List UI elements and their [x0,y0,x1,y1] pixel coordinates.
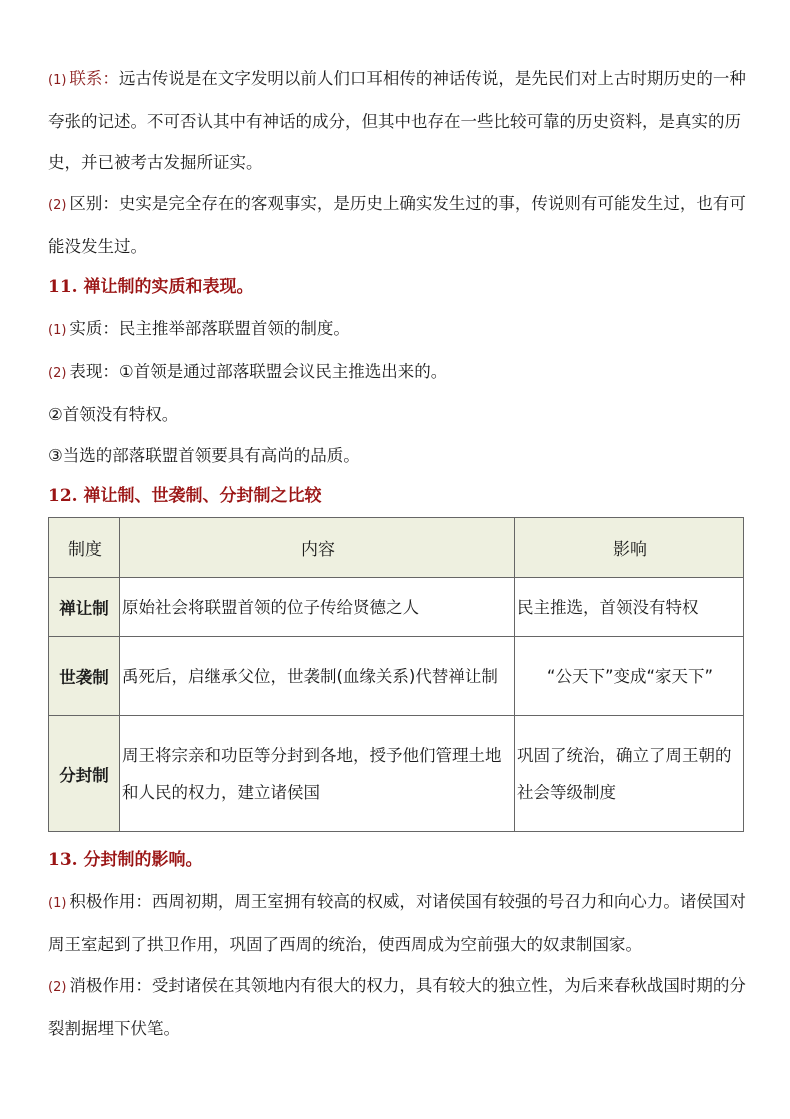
comparison-table [48,517,744,832]
item-number: (1) [48,73,67,88]
table-header-row [49,518,744,578]
item-number: (2) [48,980,67,995]
section-heading-13: 13. 分封制的影响。 [48,850,203,870]
item-text: 西周初期，周王室拥有较高的权威，对诸侯国有较强的号召力和向心力。诸侯国对周王室起到了拱卫作用，巩固了西周的统治，使西周成为空前强大的奴隶制国家。 [48,892,746,954]
item-text: 表现：①首领是通过部落联盟会议民主推选出来的。 [69,362,448,381]
table-cell-effect: “公天下”变成“家天下” [515,637,744,716]
item-label: 积极作用： [69,892,152,911]
column-header-effect: 影响 [515,518,744,578]
item-number: (1) [48,323,67,338]
item-number: (2) [48,366,67,381]
paragraph-connection [48,58,748,183]
table-cell-effect: 民主推选，首领没有特权 [515,578,744,637]
paragraph-manifestation [48,351,748,394]
table-cell-content: 禹死后，启继承父位，世袭制(血缘关系)代替禅让制 [120,637,515,716]
paragraph-essence [48,308,748,351]
list-item: ②首领没有特权。 [48,405,179,424]
row-header: 世袭制 [49,637,120,716]
item-text: 远古传说是在文字发明以前人们口耳相传的神话传说，是先民们对上古时期历史的一种夸张的记述。不可否认其中有神话的成分，但其中也存在一些比较可靠的历史资料，是真实的历史，并已被考古发掘所证实。 [48,69,746,172]
row-header: 分封制 [49,716,120,832]
column-header-system: 制度 [49,518,120,578]
table-row [49,716,744,832]
item-label: 消极作用： [69,976,152,995]
item-label: 区别： [69,194,119,213]
item-text: 史实是完全存在的客观事实，是历史上确实发生过的事，传说则有可能发生过，也有可能没发生过。 [48,194,746,256]
item-text: 实质：民主推举部落联盟首领的制度。 [69,319,350,338]
table-row [49,637,744,716]
section-heading-12: 12. 禅让制、世袭制、分封制之比较 [48,486,322,506]
item-text: 受封诸侯在其领地内有很大的权力，具有较大的独立性，为后来春秋战国时期的分裂割据埋下伏笔。 [48,976,746,1038]
item-label: 联系： [69,69,119,88]
paragraph-positive [48,881,748,965]
item-number: (1) [48,896,67,911]
table-row [49,578,744,637]
table-cell-effect: 巩固了统治，确立了周王朝的社会等级制度 [515,716,744,832]
paragraph-negative [48,965,748,1049]
row-header: 禅让制 [49,578,120,637]
table-cell-content: 周王将宗亲和功臣等分封到各地，授予他们管理土地和人民的权力，建立诸侯国 [120,716,515,832]
table-cell-content: 原始社会将联盟首领的位子传给贤德之人 [120,578,515,637]
column-header-content: 内容 [120,518,515,578]
section-heading-11: 11. 禅让制的实质和表现。 [48,277,254,297]
item-number: (2) [48,198,67,213]
paragraph-difference [48,183,748,267]
list-item: ③当选的部落联盟首领要具有高尚的品质。 [48,446,360,465]
document-page [48,58,748,1049]
